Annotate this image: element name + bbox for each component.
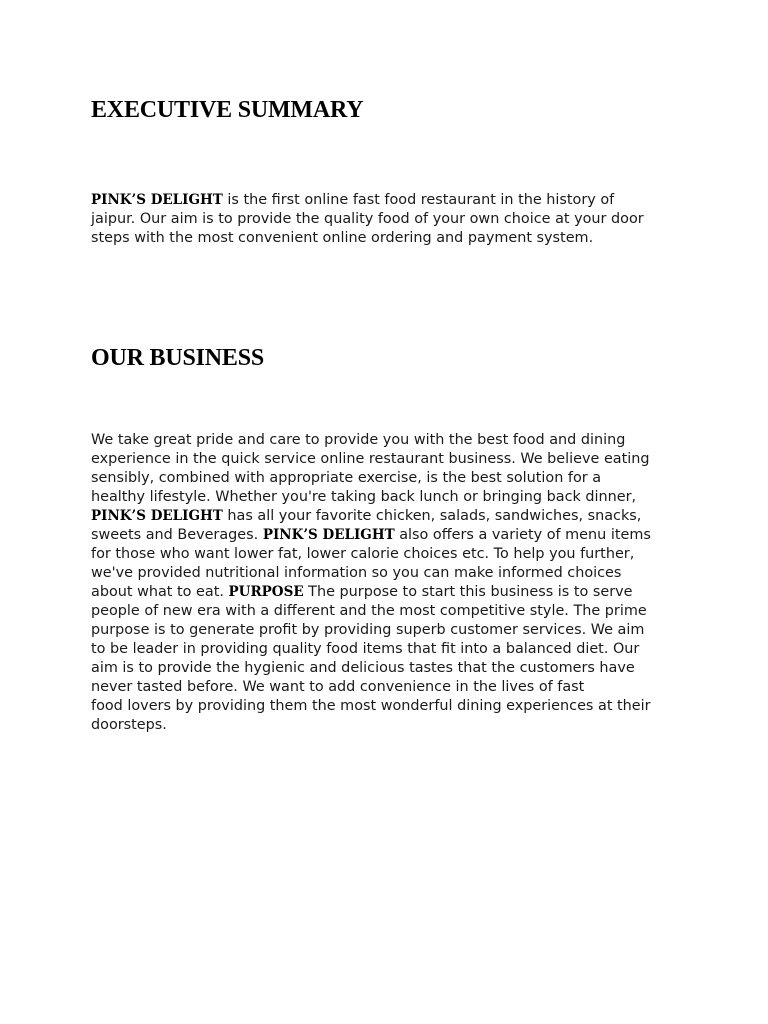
paragraph-line: purpose is to generate profit by providing superb customer services. We aim <box>91 622 645 638</box>
our-business-paragraph <box>91 431 691 735</box>
paragraph-line: steps with the most convenient online ordering and payment system. <box>91 230 594 246</box>
paragraph-line: experience in the quick service online restaurant business. We believe eating <box>91 451 650 467</box>
paragraph-line <box>91 507 691 526</box>
paragraph-line <box>91 583 691 602</box>
paragraph-line: jaipur. Our aim is to provide the quality food of your own choice at your door <box>91 211 644 227</box>
executive-summary-heading: EXECUTIVE SUMMARY <box>91 97 364 123</box>
paragraph-line: We take great pride and care to provide you with the best food and dining <box>91 432 626 448</box>
line-text: about what to eat. <box>91 584 229 600</box>
line-text: The purpose to start this business is to serve <box>303 584 633 600</box>
brand-name: PINK’S DELIGHT <box>91 508 223 524</box>
line-text: sweets and Beverages. <box>91 527 263 543</box>
paragraph-line: sensibly, combined with appropriate exercise, is the best solution for a <box>91 470 602 486</box>
paragraph-line: we've provided nutritional information so you can make informed choices <box>91 565 622 581</box>
line-text: is the first online fast food restaurant in the history of <box>222 192 615 208</box>
paragraph-line: for those who want lower fat, lower calorie choices etc. To help you further, <box>91 546 635 562</box>
paragraph-line <box>91 526 691 545</box>
paragraph-line: doorsteps. <box>91 717 167 733</box>
paragraph-line: never tasted before. We want to add convenience in the lives of fast <box>91 679 585 695</box>
paragraph-line: to be leader in providing quality food items that fit into a balanced diet. Our <box>91 641 640 657</box>
brand-name: PINK’S DELIGHT <box>91 192 223 208</box>
line-text: has all your favorite chicken, salads, sandwiches, snacks, <box>222 508 642 524</box>
paragraph-line: food lovers by providing them the most wonderful dining experiences at their <box>91 698 651 714</box>
our-business-heading: OUR BUSINESS <box>91 345 264 371</box>
paragraph-line: healthy lifestyle. Whether you're taking back lunch or bringing back dinner, <box>91 489 637 505</box>
paragraph-line: aim is to provide the hygienic and delicious tastes that the customers have <box>91 660 635 676</box>
paragraph-line <box>91 191 691 210</box>
line-text: also offers a variety of menu items <box>394 527 651 543</box>
executive-summary-paragraph <box>91 191 691 248</box>
purpose-label: PURPOSE <box>228 584 304 600</box>
paragraph-line: people of new era with a different and the most competitive style. The prime <box>91 603 647 619</box>
brand-name: PINK’S DELIGHT <box>262 527 395 543</box>
